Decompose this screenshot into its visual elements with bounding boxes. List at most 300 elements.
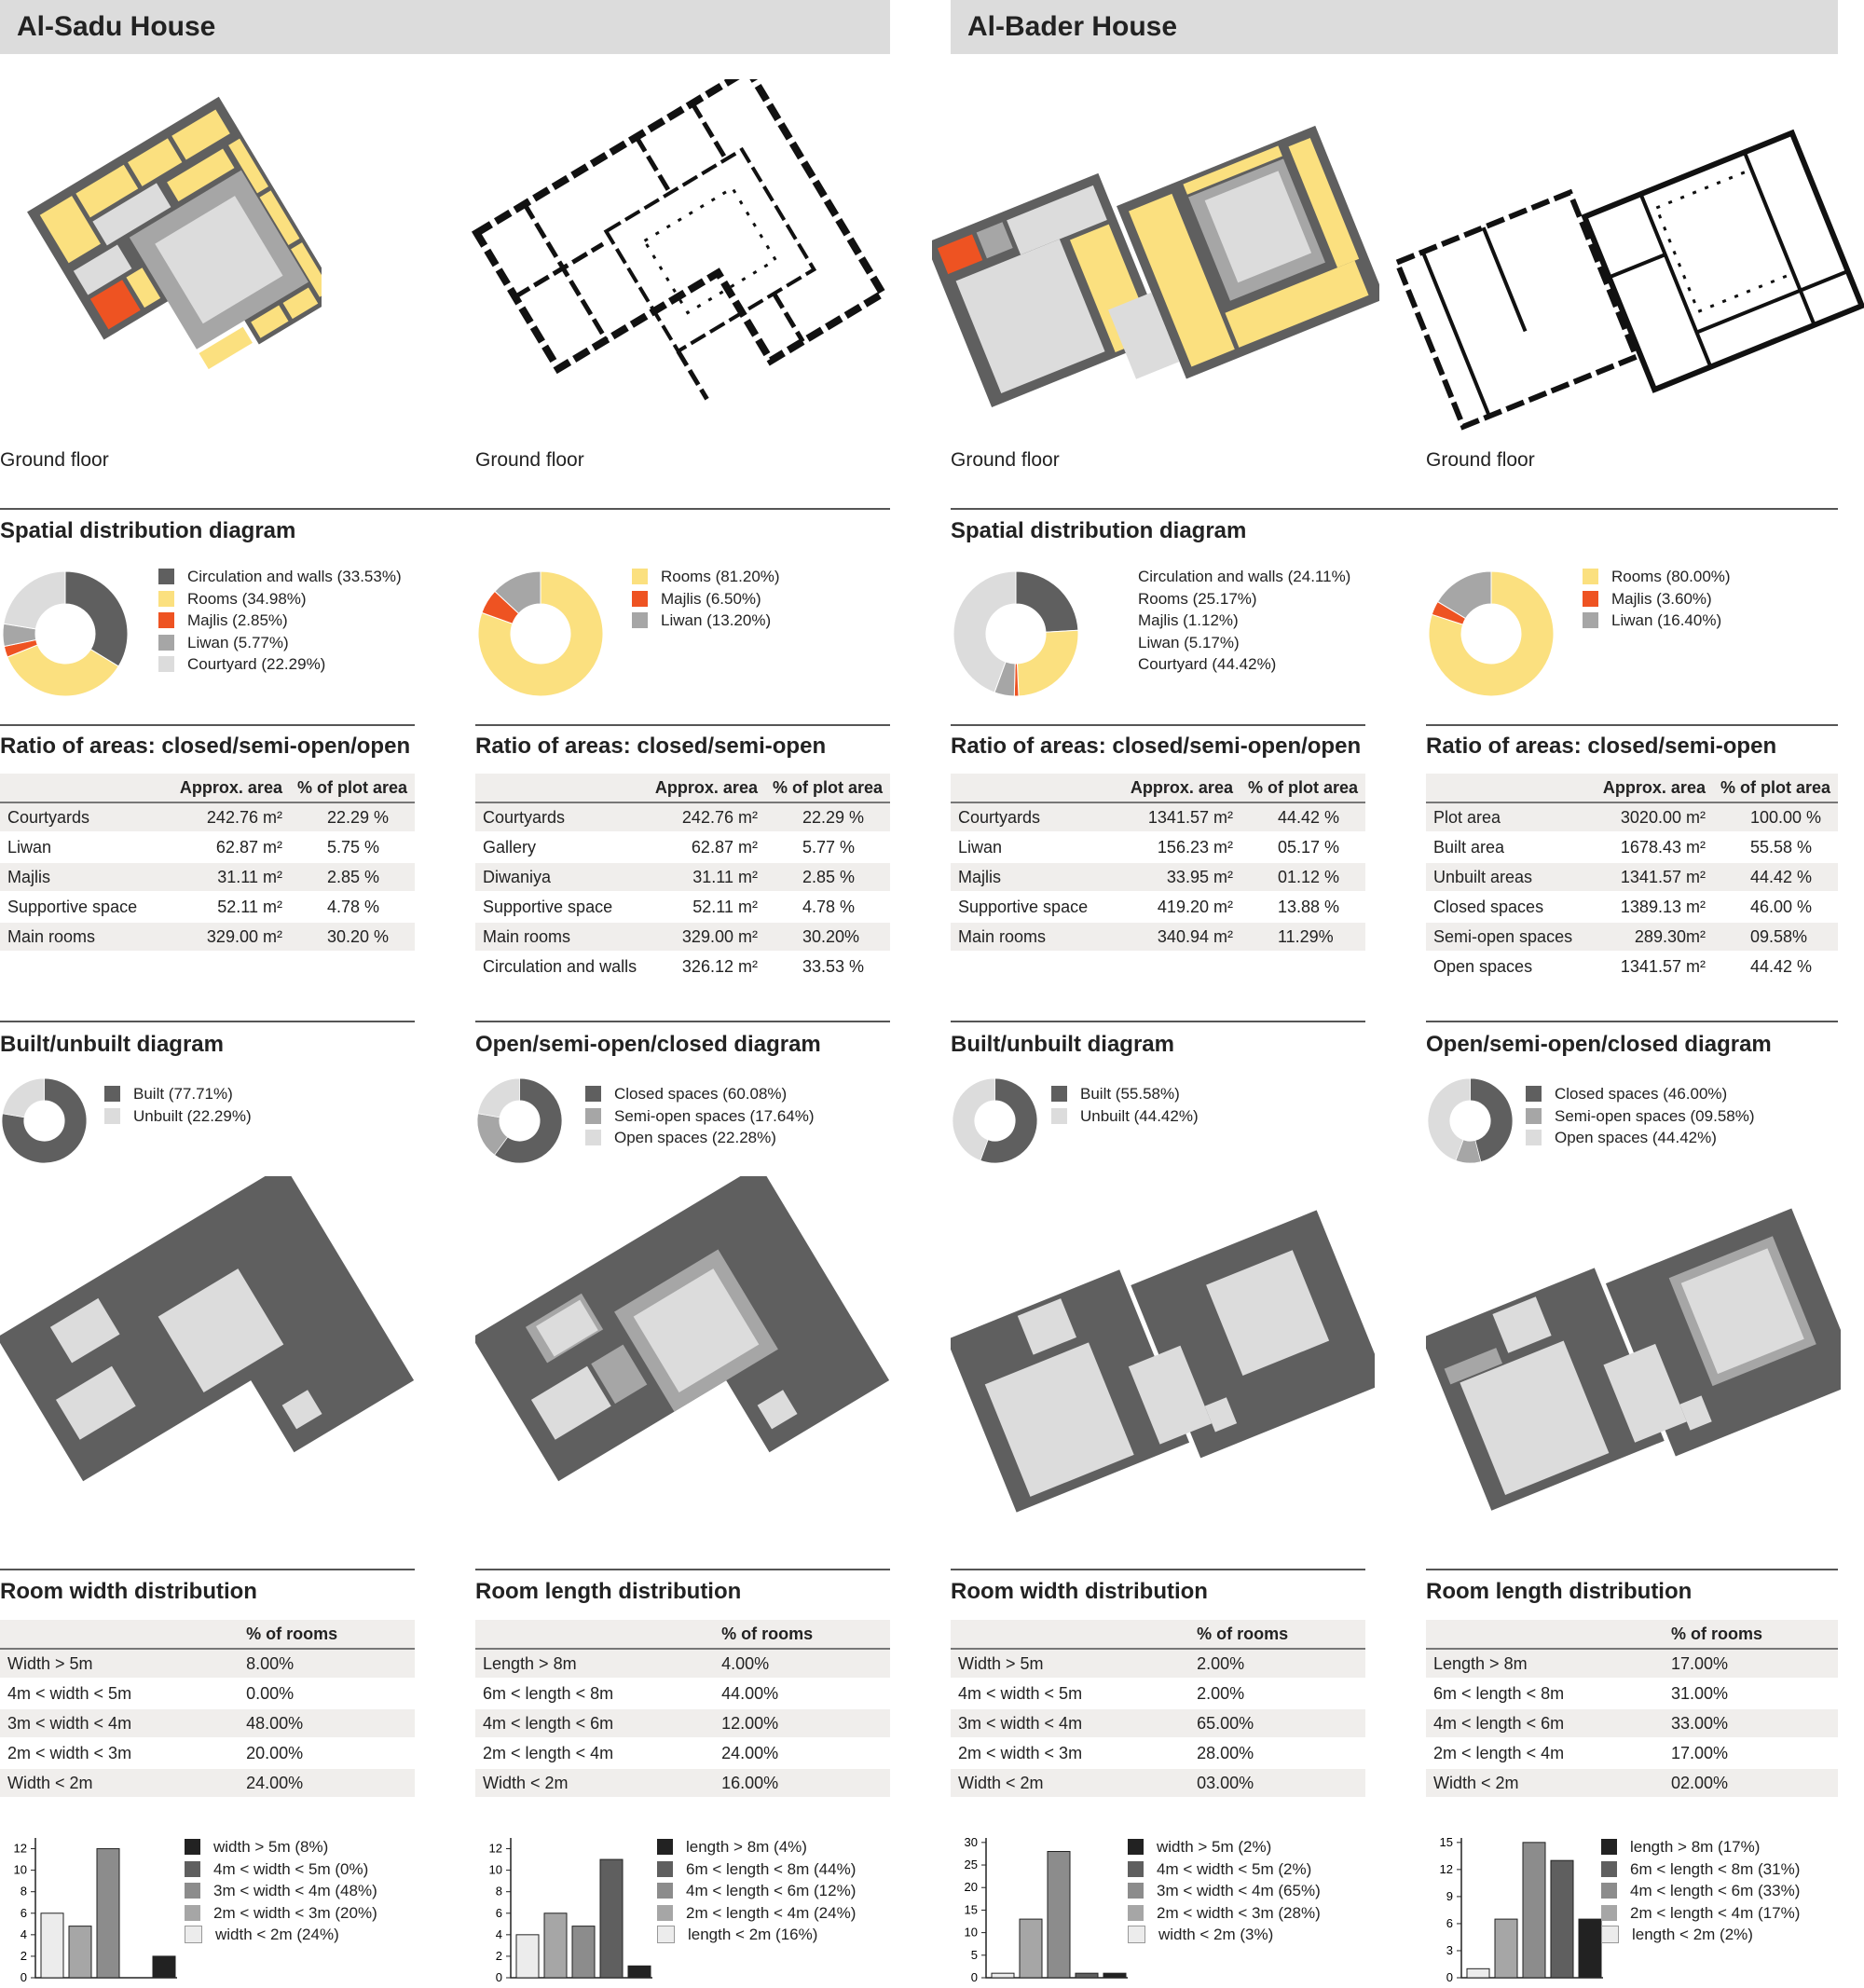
section-divider: [1426, 1021, 1838, 1022]
house-title-bader: Al-Bader House: [951, 0, 1838, 54]
table-cell: 100.00 %: [1713, 802, 1838, 832]
table-cell: 30.20 %: [290, 922, 415, 952]
area-table-bader-2: [1426, 774, 1838, 982]
legend-item: [1128, 1880, 1321, 1902]
tick-label: 0: [495, 1970, 502, 1984]
built-unbuilt-plan-sadu: [0, 1176, 415, 1540]
legend-label: 6m < length < 8m (44%): [686, 1859, 857, 1878]
table-cell: 3020.00 m²: [1596, 802, 1713, 832]
table-row: [475, 1679, 890, 1708]
legend-label: Liwan (5.17%): [1138, 633, 1240, 651]
outline-floor-plan-sadu: [466, 79, 885, 447]
legend-label: Courtyard (22.29%): [187, 655, 326, 673]
legend-item: [1109, 610, 1350, 632]
table-cell: 31.11 m²: [172, 862, 290, 892]
donut-spatial-sadu-1: [0, 569, 130, 699]
table-cell: 65.00%: [1108, 1708, 1365, 1738]
table-row: [475, 922, 890, 952]
section-title: Ratio of areas: closed/semi-open: [475, 734, 827, 759]
tick-label: 2: [495, 1948, 502, 1963]
legend-label: Majlis (1.12%): [1138, 611, 1239, 629]
legend-label: Built (77.71%): [133, 1085, 233, 1103]
table-cell: 17.00%: [1583, 1738, 1838, 1768]
table-cell: Width > 5m: [951, 1649, 1108, 1679]
table-cell: 340.94 m²: [1123, 922, 1240, 952]
histogram-bar: [1523, 1843, 1545, 1978]
legend-swatch: [585, 1108, 601, 1124]
table-row: [951, 1649, 1365, 1679]
legend-swatch: [158, 591, 174, 607]
table-cell: 2.85 %: [290, 862, 415, 892]
table-cell: 4.78 %: [290, 892, 415, 922]
legend-label: 4m < width < 5m (2%): [1157, 1859, 1312, 1878]
colored-floor-plan-bader: [932, 103, 1379, 429]
table-cell: 419.20 m²: [1123, 892, 1240, 922]
legend-item: [1051, 1105, 1199, 1128]
table-cell: Gallery: [475, 832, 648, 862]
legend-item: [1601, 1836, 1800, 1858]
legend-item: [1128, 1924, 1321, 1946]
legend-label: 2m < length < 4m (24%): [686, 1903, 857, 1922]
table-row: [1426, 1649, 1838, 1679]
legend-swatch: [158, 612, 174, 628]
section-title: Room width distribution: [951, 1579, 1208, 1604]
legend-length-sadu: [657, 1836, 856, 1946]
table-cell: Diwaniya: [475, 862, 648, 892]
legend-swatch: [1526, 1086, 1542, 1102]
table-row: [951, 1738, 1365, 1768]
tick-label: 9: [1446, 1888, 1453, 1903]
histogram-bar: [1103, 1973, 1126, 1978]
legend-swatch: [657, 1839, 673, 1855]
table-cell: 8.00%: [158, 1649, 415, 1679]
table-cell: 3m < width < 4m: [0, 1708, 158, 1738]
legend-swatch: [657, 1926, 675, 1943]
section-divider: [951, 724, 1365, 726]
legend-swatch: [158, 656, 174, 672]
legend-label: Open spaces (22.28%): [614, 1129, 776, 1146]
legend-label: 3m < width < 4m (65%): [1157, 1882, 1321, 1899]
table-cell: 4m < width < 5m: [951, 1679, 1108, 1708]
legend-swatch: [1601, 1861, 1617, 1877]
tick-label: 6: [1446, 1915, 1453, 1930]
tick-label: 0: [1446, 1970, 1453, 1984]
legend-label: 6m < length < 8m (31%): [1630, 1859, 1801, 1878]
legend-item: [1109, 588, 1350, 610]
legend-label: Closed spaces (46.00%): [1555, 1085, 1728, 1103]
table-header: [0, 774, 172, 802]
legend-label: Majlis (2.85%): [187, 611, 288, 629]
section-divider: [475, 1021, 890, 1022]
donut-spatial-bader-1: [951, 569, 1081, 699]
donut-open-bader: [1426, 1076, 1514, 1165]
table-header: % of rooms: [633, 1620, 890, 1649]
tick-label: 12: [1439, 1861, 1453, 1876]
table-cell: 44.42 %: [1240, 802, 1365, 832]
table-cell: 44.00%: [633, 1679, 890, 1708]
table-cell: 329.00 m²: [172, 922, 290, 952]
legend-item: [158, 566, 402, 588]
legend-item: [657, 1924, 856, 1946]
legend-item: [657, 1880, 856, 1902]
histogram-bar: [544, 1913, 567, 1978]
table-row: [0, 1708, 415, 1738]
table-header: % of plot area: [765, 774, 890, 802]
table-row: [1426, 892, 1838, 922]
table-cell: Width < 2m: [951, 1768, 1108, 1798]
section-title: Ratio of areas: closed/semi-open/open: [0, 734, 411, 759]
table-cell: Semi-open spaces: [1426, 922, 1596, 952]
table-cell: Closed spaces: [1426, 892, 1596, 922]
donut-spatial-bader-2: [1426, 569, 1556, 699]
legend-swatch: [1128, 1905, 1144, 1921]
histogram-bar: [1579, 1919, 1601, 1978]
table-cell: Main rooms: [475, 922, 648, 952]
width-table-bader: [951, 1620, 1365, 1799]
legend-swatch: [1051, 1086, 1067, 1102]
table-cell: Length > 8m: [475, 1649, 633, 1679]
legend-item: [585, 1105, 815, 1128]
legend-swatch: [185, 1883, 200, 1899]
table-cell: Majlis: [0, 862, 172, 892]
tick-label: 20: [964, 1880, 978, 1895]
width-histogram-bader: [951, 1827, 1128, 1985]
section-title: Spatial distribution diagram: [0, 518, 296, 543]
table-header: % of plot area: [1240, 774, 1365, 802]
table-header: Approx. area: [648, 774, 765, 802]
legend-item: [185, 1902, 377, 1925]
table-cell: 4.00%: [633, 1649, 890, 1679]
legend-spatial-bader-1: [1109, 566, 1350, 676]
legend-item: [1583, 610, 1731, 632]
legend-built-sadu: [104, 1083, 252, 1127]
tick-label: 3: [1446, 1942, 1453, 1957]
tick-label: 8: [495, 1884, 502, 1899]
legend-swatch: [1128, 1839, 1144, 1855]
legend-item: [657, 1902, 856, 1925]
length-table-bader: [1426, 1620, 1838, 1799]
table-cell: Supportive space: [475, 892, 648, 922]
table-row: [0, 922, 415, 952]
table-cell: 30.20%: [765, 922, 890, 952]
legend-swatch: [585, 1130, 601, 1145]
legend-label: Unbuilt (22.29%): [133, 1106, 252, 1125]
legend-swatch: [185, 1861, 200, 1877]
legend-label: Closed spaces (60.08%): [614, 1085, 788, 1103]
section-title: Spatial distribution diagram: [951, 518, 1247, 543]
legend-swatch: [657, 1861, 673, 1877]
section-title: Room width distribution: [0, 1579, 257, 1604]
table-row: [1426, 1768, 1838, 1798]
section-divider: [1426, 1569, 1838, 1570]
table-cell: Width < 2m: [1426, 1768, 1583, 1798]
table-cell: Liwan: [0, 832, 172, 862]
legend-item: [1583, 566, 1731, 588]
legend-swatch: [1601, 1905, 1617, 1921]
table-row: [475, 1708, 890, 1738]
table-cell: 242.76 m²: [172, 802, 290, 832]
legend-item: [1051, 1083, 1199, 1105]
legend-item: [185, 1880, 377, 1902]
tick-label: 4: [20, 1926, 27, 1941]
table-header: % of rooms: [158, 1620, 415, 1649]
table-cell: Plot area: [1426, 802, 1596, 832]
table-row: [0, 862, 415, 892]
table-row: [951, 1679, 1365, 1708]
legend-item: [1109, 653, 1350, 676]
donut-slice: [4, 571, 65, 629]
table-header: % of plot area: [1713, 774, 1838, 802]
table-row: [0, 832, 415, 862]
table-cell: 2.00%: [1108, 1649, 1365, 1679]
table-cell: Courtyards: [475, 802, 648, 832]
area-table-bader-1: [951, 774, 1365, 953]
histogram-bar: [572, 1926, 595, 1978]
section-title: Built/unbuilt diagram: [951, 1032, 1174, 1057]
legend-spatial-sadu-1: [158, 566, 402, 676]
table-cell: Main rooms: [0, 922, 172, 952]
legend-item: [1109, 632, 1350, 654]
section-divider: [0, 724, 415, 726]
legend-label: 4m < width < 5m (0%): [213, 1859, 369, 1878]
legend-item: [1526, 1127, 1755, 1149]
table-cell: 5.75 %: [290, 832, 415, 862]
legend-item: [158, 610, 402, 632]
table-cell: 01.12 %: [1240, 862, 1365, 892]
tick-label: 12: [488, 1841, 502, 1856]
tick-label: 15: [964, 1902, 978, 1917]
table-cell: 62.87 m²: [648, 832, 765, 862]
tick-label: 5: [970, 1947, 978, 1962]
length-histogram-sadu: [475, 1827, 652, 1985]
donut-slice: [1017, 630, 1078, 696]
table-cell: Supportive space: [951, 892, 1123, 922]
legend-label: Rooms (25.17%): [1138, 589, 1257, 608]
donut-built-bader: [951, 1076, 1039, 1165]
legend-swatch: [1128, 1926, 1145, 1943]
histogram-bar: [1048, 1852, 1070, 1978]
section-title: Ratio of areas: closed/semi-open: [1426, 734, 1777, 759]
legend-item: [104, 1083, 252, 1105]
table-cell: 20.00%: [158, 1738, 415, 1768]
legend-item: [1601, 1880, 1800, 1902]
table-row: [1426, 1738, 1838, 1768]
legend-label: Rooms (80.00%): [1611, 568, 1731, 585]
legend-item: [1128, 1836, 1321, 1858]
legend-label: Liwan (16.40%): [1611, 611, 1722, 629]
legend-swatch: [158, 569, 174, 584]
table-header: [951, 774, 1123, 802]
table-header: [951, 1620, 1108, 1649]
histogram-bar: [1551, 1860, 1573, 1978]
table-row: [1426, 1708, 1838, 1738]
area-table-sadu-1: [0, 774, 415, 953]
table-cell: 1341.57 m²: [1596, 952, 1713, 981]
legend-label: Majlis (3.60%): [1611, 589, 1712, 608]
section-divider: [0, 1021, 415, 1022]
section-divider: [475, 724, 890, 726]
table-cell: 44.42 %: [1713, 952, 1838, 981]
legend-swatch: [185, 1839, 200, 1855]
section-title: Room length distribution: [475, 1579, 742, 1604]
legend-swatch: [185, 1926, 202, 1943]
table-cell: 02.00%: [1583, 1768, 1838, 1798]
legend-item: [1128, 1902, 1321, 1925]
legend-label: width < 2m (3%): [1158, 1926, 1274, 1943]
histogram-bar: [516, 1935, 539, 1978]
table-cell: 156.23 m²: [1123, 832, 1240, 862]
table-cell: Circulation and walls: [475, 952, 648, 981]
table-cell: 28.00%: [1108, 1738, 1365, 1768]
table-row: [475, 802, 890, 832]
table-row: [475, 952, 890, 981]
table-cell: 17.00%: [1583, 1649, 1838, 1679]
table-row: [475, 832, 890, 862]
legend-item: [185, 1858, 377, 1881]
table-cell: 242.76 m²: [648, 802, 765, 832]
table-cell: 62.87 m²: [172, 832, 290, 862]
table-row: [475, 1738, 890, 1768]
table-cell: 03.00%: [1108, 1768, 1365, 1798]
table-cell: 31.00%: [1583, 1679, 1838, 1708]
histogram-bar: [1076, 1973, 1098, 1978]
legend-item: [1526, 1083, 1755, 1105]
plan-caption: Ground floor: [1426, 449, 1535, 471]
legend-label: length > 8m (17%): [1630, 1838, 1761, 1856]
table-cell: 2m < width < 3m: [951, 1738, 1108, 1768]
legend-item: [185, 1836, 377, 1858]
table-row: [1426, 862, 1838, 892]
legend-label: Built (55.58%): [1080, 1085, 1180, 1103]
table-cell: 13.88 %: [1240, 892, 1365, 922]
legend-item: [1526, 1105, 1755, 1128]
donut-slice: [478, 1078, 520, 1117]
histogram-bar: [628, 1966, 651, 1978]
table-cell: Open spaces: [1426, 952, 1596, 981]
legend-label: 3m < width < 4m (48%): [213, 1882, 377, 1899]
legend-label: Liwan (5.77%): [187, 633, 289, 651]
table-header: [1426, 774, 1596, 802]
tick-label: 30: [964, 1834, 978, 1849]
section-title: Built/unbuilt diagram: [0, 1032, 224, 1057]
legend-swatch: [1051, 1108, 1067, 1124]
legend-swatch: [104, 1086, 120, 1102]
table-cell: 0.00%: [158, 1679, 415, 1708]
legend-label: 4m < length < 6m (33%): [1630, 1882, 1801, 1899]
legend-item: [1109, 566, 1350, 588]
legend-built-bader: [1051, 1083, 1199, 1127]
table-row: [475, 1768, 890, 1798]
legend-item: [104, 1105, 252, 1128]
legend-swatch: [585, 1086, 601, 1102]
histogram-bar: [1495, 1919, 1517, 1978]
plan-caption: Ground floor: [475, 449, 584, 471]
table-row: [951, 1708, 1365, 1738]
legend-label: Majlis (6.50%): [661, 589, 761, 608]
legend-width-bader: [1128, 1836, 1321, 1946]
section-divider: [951, 1569, 1365, 1570]
open-closed-plan-bader: [1426, 1176, 1841, 1540]
table-cell: 6m < length < 8m: [475, 1679, 633, 1708]
legend-item: [1128, 1858, 1321, 1881]
legend-item: [1601, 1858, 1800, 1881]
legend-swatch: [158, 635, 174, 651]
legend-spatial-sadu-2: [632, 566, 780, 632]
legend-label: Unbuilt (44.42%): [1080, 1106, 1199, 1125]
histogram-bar: [153, 1956, 175, 1978]
legend-item: [1601, 1924, 1800, 1946]
table-cell: 12.00%: [633, 1708, 890, 1738]
table-cell: 31.11 m²: [648, 862, 765, 892]
table-row: [0, 1649, 415, 1679]
legend-item: [585, 1083, 815, 1105]
table-header: [475, 1620, 633, 1649]
table-cell: Courtyards: [951, 802, 1123, 832]
donut-spatial-sadu-2: [475, 569, 606, 699]
table-row: [475, 892, 890, 922]
legend-label: Semi-open spaces (09.58%): [1555, 1106, 1755, 1125]
table-cell: 3m < width < 4m: [951, 1708, 1108, 1738]
legend-item: [1601, 1902, 1800, 1925]
table-cell: 329.00 m²: [648, 922, 765, 952]
table-cell: Length > 8m: [1426, 1649, 1583, 1679]
table-cell: 1341.57 m²: [1123, 802, 1240, 832]
table-cell: Unbuilt areas: [1426, 862, 1596, 892]
table-cell: 44.42 %: [1713, 862, 1838, 892]
section-divider: [951, 508, 1838, 510]
table-cell: 22.29 %: [765, 802, 890, 832]
legend-item: [158, 588, 402, 610]
table-cell: 4.78 %: [765, 892, 890, 922]
legend-label: width > 5m (2%): [1157, 1838, 1272, 1856]
table-row: [951, 862, 1365, 892]
table-row: [475, 1649, 890, 1679]
table-header: % of rooms: [1583, 1620, 1838, 1649]
legend-label: width < 2m (24%): [215, 1926, 339, 1943]
table-cell: 289.30m²: [1596, 922, 1713, 952]
table-cell: 46.00 %: [1713, 892, 1838, 922]
open-closed-plan-sadu: [475, 1176, 890, 1540]
tick-label: 6: [20, 1905, 27, 1920]
tick-label: 6: [495, 1905, 502, 1920]
tick-label: 8: [20, 1884, 27, 1899]
tick-label: 4: [495, 1926, 502, 1941]
tick-label: 10: [964, 1925, 978, 1940]
legend-label: Liwan (13.20%): [661, 611, 772, 629]
width-histogram-sadu: [0, 1827, 177, 1985]
donut-open-sadu: [475, 1076, 564, 1165]
histogram-bar: [41, 1913, 63, 1978]
section-title: Open/semi-open/closed diagram: [1426, 1032, 1772, 1057]
table-cell: 33.95 m²: [1123, 862, 1240, 892]
tick-label: 0: [20, 1970, 27, 1984]
table-header: % of rooms: [1108, 1620, 1365, 1649]
table-cell: 16.00%: [633, 1768, 890, 1798]
table-cell: 52.11 m²: [172, 892, 290, 922]
table-cell: 33.00%: [1583, 1708, 1838, 1738]
table-cell: 1678.43 m²: [1596, 832, 1713, 862]
legend-item: [632, 610, 780, 632]
legend-swatch: [1128, 1861, 1144, 1877]
legend-label: 2m < width < 3m (20%): [213, 1903, 377, 1922]
legend-label: 2m < width < 3m (28%): [1157, 1903, 1321, 1922]
legend-swatch: [1526, 1130, 1542, 1145]
section-divider: [1426, 724, 1838, 726]
legend-label: Open spaces (44.42%): [1555, 1129, 1717, 1146]
table-cell: Main rooms: [951, 922, 1123, 952]
length-histogram-bader: [1426, 1827, 1603, 1985]
legend-length-bader: [1601, 1836, 1800, 1946]
